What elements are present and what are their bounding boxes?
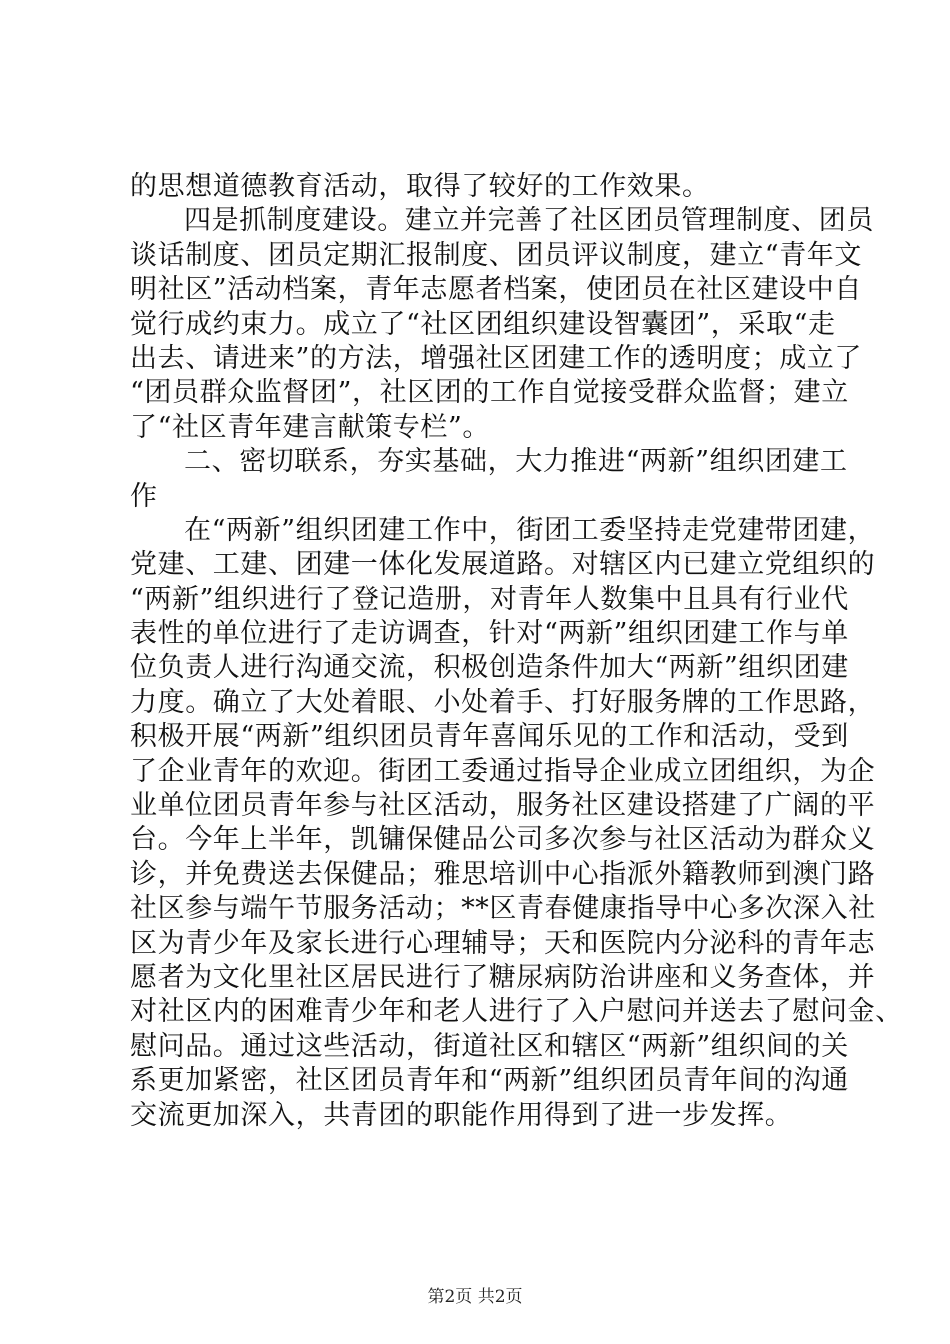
text-line: 明社区”活动档案，青年志愿者档案，使团员在社区建设中自 [130,274,863,306]
text-line: 了“社区青年建言献策专栏”。 [130,411,491,443]
text-line: 党建、工建、团建一体化发展道路。对辖区内已建立党组织的 [130,549,876,581]
section-heading-line: 二、密切联系，夯实基础，大力推进“两新”组织团建工 [184,446,848,478]
text-line: “团员群众监督团”，社区团的工作自觉接受群众监督；建立 [130,377,849,409]
text-line: 社区参与端午节服务活动；**区青春健康指导中心多次深入社 [130,893,876,925]
section-heading-line: 作 [130,480,158,512]
paragraph-start-line: 在“两新”组织团建工作中，街团工委坚持走党建带团建， [184,514,876,546]
paragraph-start-line: 四是抓制度建设。建立并完善了社区团员管理制度、团员 [184,205,874,237]
text-line: 对社区内的困难青少年和老人进行了入户慰问并送去了慰问金、 [130,996,903,1028]
text-line: 了企业青年的欢迎。街团工委通过指导企业成立团组织，为企 [130,755,876,787]
text-line: 力度。确立了大处着眼、小处着手、打好服务牌的工作思路， [130,686,876,718]
text-line: 积极开展“两新”组织团员青年喜闻乐见的工作和活动，受到 [130,721,849,753]
text-line: 业单位团员青年参与社区活动，服务社区建设搭建了广阔的平 [130,790,876,822]
text-line: 台。今年上半年，凯镛保健品公司多次参与社区活动为群众义 [130,824,876,856]
text-line: 谈话制度、团员定期汇报制度、团员评议制度，建立“青年文 [130,239,863,271]
text-line: 系更加紧密，社区团员青年和“两新”组织团员青年间的沟通 [130,1065,849,1097]
document-body [130,170,903,1133]
text-line: 觉行成约束力。成立了“社区团组织建设智囊团”，采取“走 [130,308,836,340]
text-line: 慰问品。通过这些活动，街道社区和辖区“两新”组织间的关 [130,1030,849,1062]
text-line: 的思想道德教育活动，取得了较好的工作效果。 [130,171,710,202]
text-line: 表性的单位进行了走访调查，针对“两新”组织团建工作与单 [130,618,849,650]
text-line: 出去、请进来”的方法，增强社区团建工作的透明度；成立了 [130,342,863,374]
page-number-footer: 第2页 共2页 [427,1287,523,1307]
text-line: 愿者为文化里社区居民进行了糖尿病防治讲座和义务查体，并 [130,961,876,993]
text-line: 交流更加深入，共青团的职能作用得到了进一步发挥。 [130,1099,793,1131]
text-line: 位负责人进行沟通交流，积极创造条件加大“两新”组织团建 [130,652,849,684]
text-line: 诊，并免费送去保健品；雅思培训中心指派外籍教师到澳门路 [130,858,876,890]
text-line: 区为青少年及家长进行心理辅导；天和医院内分泌科的青年志 [130,927,876,959]
text-line: “两新”组织进行了登记造册，对青年人数集中且具有行业代 [130,583,849,615]
